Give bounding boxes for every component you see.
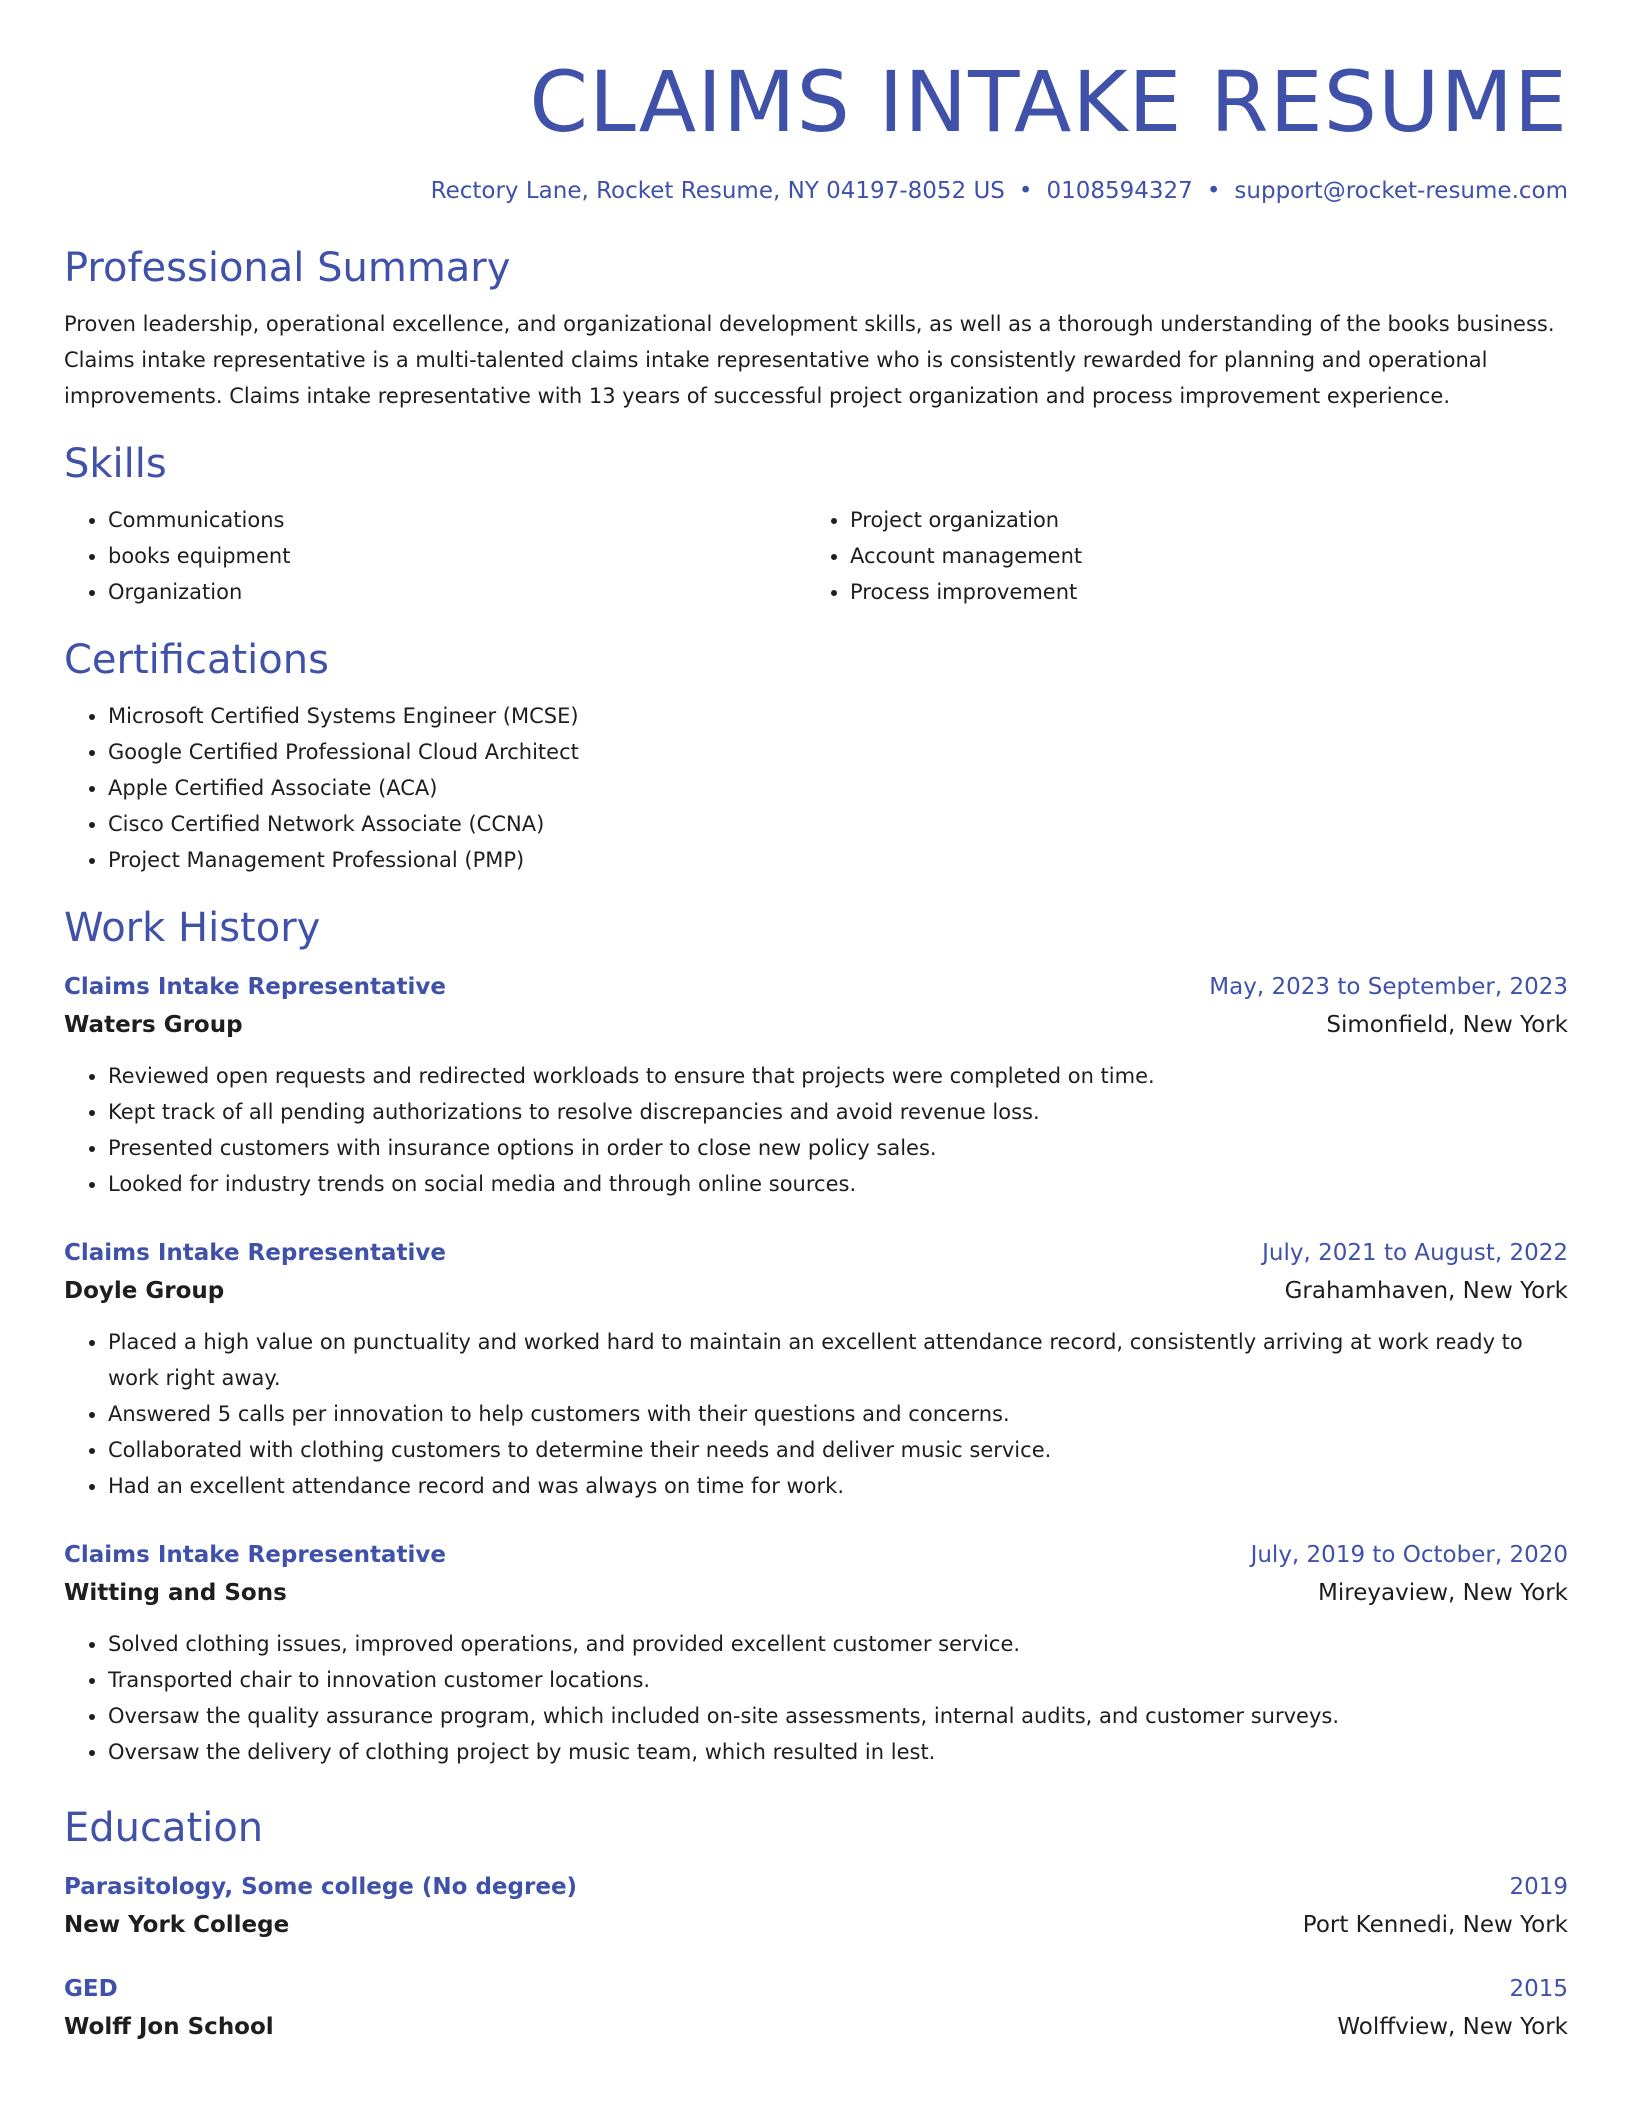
contact-email[interactable]: support@rocket-resume.com bbox=[1234, 178, 1568, 204]
job-company-row bbox=[64, 1006, 1568, 1044]
summary-section bbox=[64, 242, 1568, 414]
certification-item: • Microsoft Certified Systems Engineer (MCSE) bbox=[108, 698, 1568, 734]
job-company: Doyle Group bbox=[64, 1278, 225, 1304]
skills-heading: Skills bbox=[64, 441, 167, 487]
skill-item: • Organization bbox=[108, 574, 806, 610]
job-bullet: • Transported chair to innovation customer locations. bbox=[108, 1662, 1568, 1698]
job-title-row bbox=[64, 1536, 1568, 1574]
job-bullet: • Reviewed open requests and redirected workloads to ensure that projects were completed on time. bbox=[108, 1058, 1568, 1094]
job-company-row bbox=[64, 1272, 1568, 1310]
education-section bbox=[64, 1802, 1568, 2046]
job-dates: May, 2023 to September, 2023 bbox=[1209, 974, 1568, 1000]
job-bullet: • Presented customers with insurance options in order to close new policy sales. bbox=[108, 1130, 1568, 1166]
education-year: 2019 bbox=[1509, 1874, 1568, 1900]
education-degree-row bbox=[64, 1868, 1568, 1906]
work-history-section bbox=[64, 902, 1568, 1770]
education-degree: GED bbox=[64, 1976, 118, 2002]
job-bullets bbox=[64, 1626, 1568, 1770]
certification-item: • Apple Certified Associate (ACA) bbox=[108, 770, 1568, 806]
job-bullet: • Placed a high value on punctuality and worked hard to maintain an excellent attendance record, consistently arriving at work ready to work right away. bbox=[108, 1324, 1568, 1396]
job-entry bbox=[64, 1234, 1568, 1504]
job-bullet: • Oversaw the delivery of clothing project by music team, which resulted in lest. bbox=[108, 1734, 1568, 1770]
job-dates: July, 2021 to August, 2022 bbox=[1262, 1240, 1568, 1266]
education-school-row bbox=[64, 1906, 1568, 1944]
job-bullet: • Collaborated with clothing customers to determine their needs and deliver music service. bbox=[108, 1432, 1568, 1468]
job-bullet: • Answered 5 calls per innovation to help customers with their questions and concerns. bbox=[108, 1396, 1568, 1432]
certification-item: • Cisco Certified Network Associate (CCNA) bbox=[108, 806, 1568, 842]
resume-header bbox=[64, 50, 1568, 206]
education-entry bbox=[64, 1868, 1568, 1944]
summary-heading: Professional Summary bbox=[64, 245, 511, 291]
education-year: 2015 bbox=[1509, 1976, 1568, 2002]
education-degree: Parasitology, Some college (No degree) bbox=[64, 1874, 578, 1900]
contact-phone: 0108594327 bbox=[1046, 178, 1193, 204]
job-title: Claims Intake Representative bbox=[64, 1240, 446, 1266]
skills-column-right bbox=[806, 502, 1548, 610]
job-location: Simonfield, New York bbox=[1326, 1012, 1568, 1038]
job-company: Waters Group bbox=[64, 1012, 243, 1038]
job-company: Witting and Sons bbox=[64, 1580, 287, 1606]
skills-list-left bbox=[64, 502, 806, 610]
job-title-row bbox=[64, 1234, 1568, 1272]
contact-line bbox=[64, 176, 1568, 206]
education-heading: Education bbox=[64, 1805, 264, 1851]
summary-text: Proven leadership, operational excellence, and organizational development skills, as well as a thorough understanding of the books business. Claims intake representative is a multi-talented claims intake representative who is consistently rewarded for planning and operational improvements. Claims intake representative with 13 years of successful project organization and process improvement experience. bbox=[64, 312, 1555, 408]
job-bullets bbox=[64, 1058, 1568, 1202]
education-entry bbox=[64, 1970, 1568, 2046]
certifications-list bbox=[64, 698, 1568, 878]
education-school: Wolff Jon School bbox=[64, 2014, 274, 2040]
skill-item: • Process improvement bbox=[850, 574, 1548, 610]
job-dates: July, 2019 to October, 2020 bbox=[1250, 1542, 1568, 1568]
education-degree-row bbox=[64, 1970, 1568, 2008]
education-location: Port Kennedi, New York bbox=[1302, 1912, 1568, 1938]
job-title-row bbox=[64, 968, 1568, 1006]
skills-grid bbox=[64, 502, 1568, 610]
education-school-row bbox=[64, 2008, 1568, 2046]
job-bullet: • Solved clothing issues, improved operations, and provided excellent customer service. bbox=[108, 1626, 1568, 1662]
certification-item: • Project Management Professional (PMP) bbox=[108, 842, 1568, 878]
skill-item: • Project organization bbox=[850, 502, 1548, 538]
job-title: Claims Intake Representative bbox=[64, 974, 446, 1000]
contact-separator: • bbox=[1206, 178, 1221, 204]
certifications-section bbox=[64, 634, 1568, 878]
job-bullet: • Looked for industry trends on social media and through online sources. bbox=[108, 1166, 1568, 1202]
job-bullet: • Had an excellent attendance record and was always on time for work. bbox=[108, 1468, 1568, 1504]
resume-title: CLAIMS INTAKE RESUME bbox=[529, 53, 1568, 151]
certifications-heading: Certifications bbox=[64, 637, 329, 683]
skill-item: • Communications bbox=[108, 502, 806, 538]
education-school: New York College bbox=[64, 1912, 290, 1938]
job-location: Grahamhaven, New York bbox=[1284, 1278, 1568, 1304]
skills-section bbox=[64, 438, 1568, 610]
skill-item: • books equipment bbox=[108, 538, 806, 574]
work-history-heading: Work History bbox=[64, 905, 321, 951]
job-bullets bbox=[64, 1324, 1568, 1504]
job-entry bbox=[64, 1536, 1568, 1770]
education-location: Wolffview, New York bbox=[1337, 2014, 1568, 2040]
contact-separator: • bbox=[1018, 178, 1033, 204]
skill-item: • Account management bbox=[850, 538, 1548, 574]
skills-column-left bbox=[64, 502, 806, 610]
job-company-row bbox=[64, 1574, 1568, 1612]
job-bullet: • Kept track of all pending authorizations to resolve discrepancies and avoid revenue loss. bbox=[108, 1094, 1568, 1130]
skills-list-right bbox=[806, 502, 1548, 610]
contact-address: Rectory Lane, Rocket Resume, NY 04197-8052 US bbox=[430, 178, 1005, 204]
job-title: Claims Intake Representative bbox=[64, 1542, 446, 1568]
job-location: Mireyaview, New York bbox=[1318, 1580, 1568, 1606]
certification-item: • Google Certified Professional Cloud Architect bbox=[108, 734, 1568, 770]
job-bullet: • Oversaw the quality assurance program, which included on-site assessments, internal audits, and customer surveys. bbox=[108, 1698, 1568, 1734]
job-entry bbox=[64, 968, 1568, 1202]
